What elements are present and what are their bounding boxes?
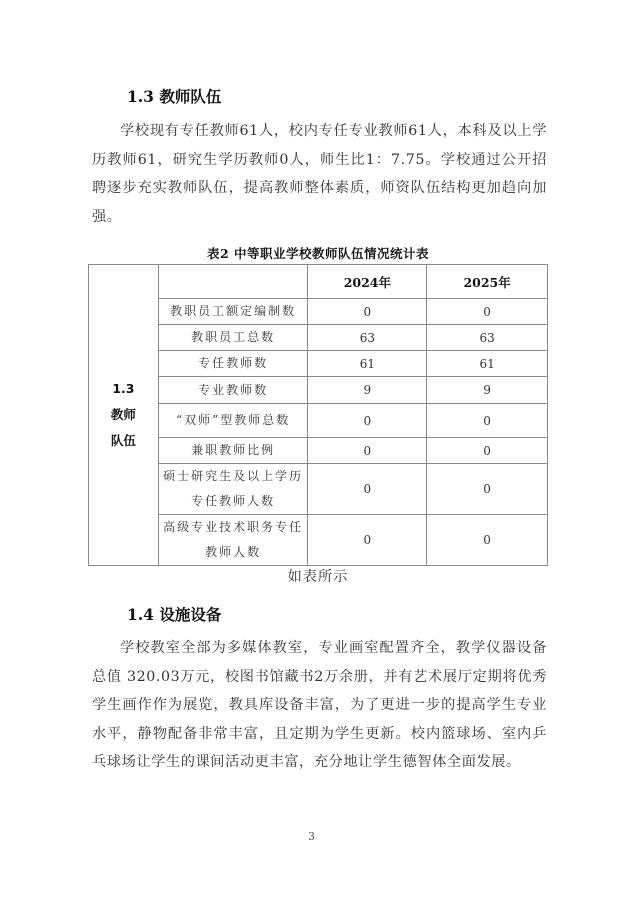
value-2025: 61 <box>427 351 548 377</box>
row-label-line2: 教师人数 <box>205 545 262 559</box>
row-label-line1: 硕士研究生及以上学历 <box>163 469 304 483</box>
row-label: 教职员工总数 <box>158 325 308 351</box>
page-number: 3 <box>308 830 315 843</box>
row-label <box>158 464 308 515</box>
row-label: 专业教师数 <box>158 377 308 404</box>
table-note: 如表所示 <box>287 569 349 585</box>
table-header-row <box>89 265 548 299</box>
side-label-cell <box>89 265 159 566</box>
table-caption: 表2 中等职业学校教师队伍情况统计表 <box>206 246 430 261</box>
side-label-line2: 教师 <box>110 407 136 422</box>
teachers-paragraph: 学校现有专任教师61人，校内专任专业教师61人，本科及以上学历教师61，研究生学历教师0人，师生比1：7.75。学校通过公开招聘逐步充实教师队伍，提高教师整体素质，师资队伍结构更加趋向加强。 <box>92 123 547 225</box>
section-heading-facilities: 1.4 设施设备 <box>127 605 222 624</box>
row-label-line1: 高级专业技术职务专任 <box>163 520 304 534</box>
side-label-line3: 队伍 <box>110 433 136 448</box>
row-label <box>158 515 308 566</box>
value-2025: 9 <box>427 377 548 404</box>
value-2024: 0 <box>308 438 427 464</box>
facilities-paragraph: 学校教室全部为多媒体教室，专业画室配置齐全，教学仪器设备总值 320.03万元，校图书馆藏书2万余册，并有艺术展厅定期将优秀学生画作作为展览，教具库设备丰富，为了更进一步的提高学生专业水平，静物配备非常丰富，且定期为学生更新。校内篮球场、室内乒乓球场让学生的课间活动更丰富，充分地让学生德智体全面发展。 <box>92 640 547 770</box>
value-2025: 63 <box>427 325 548 351</box>
section-heading-teachers: 1.3 教师队伍 <box>127 87 222 106</box>
row-label-line2: 专任教师人数 <box>191 494 276 508</box>
value-2024: 0 <box>308 464 427 515</box>
value-2024: 0 <box>308 515 427 566</box>
row-label: 专任教师数 <box>158 351 308 377</box>
row-label: 兼职教师比例 <box>158 438 308 464</box>
value-2024: 0 <box>308 404 427 438</box>
teacher-statistics-table <box>88 264 548 566</box>
value-2024: 61 <box>308 351 427 377</box>
header-2025: 2025年 <box>427 265 548 299</box>
value-2024: 63 <box>308 325 427 351</box>
header-blank-cell <box>158 265 308 299</box>
header-2024: 2024年 <box>308 265 427 299</box>
value-2025: 0 <box>427 464 548 515</box>
value-2025: 0 <box>427 299 548 325</box>
row-label: “双师”型教师总数 <box>158 404 308 438</box>
value-2024: 0 <box>308 299 427 325</box>
value-2024: 9 <box>308 377 427 404</box>
value-2025: 0 <box>427 438 548 464</box>
side-label-number: 1.3 <box>112 381 135 396</box>
value-2025: 0 <box>427 515 548 566</box>
row-label: 教职员工额定编制数 <box>158 299 308 325</box>
value-2025: 0 <box>427 404 548 438</box>
